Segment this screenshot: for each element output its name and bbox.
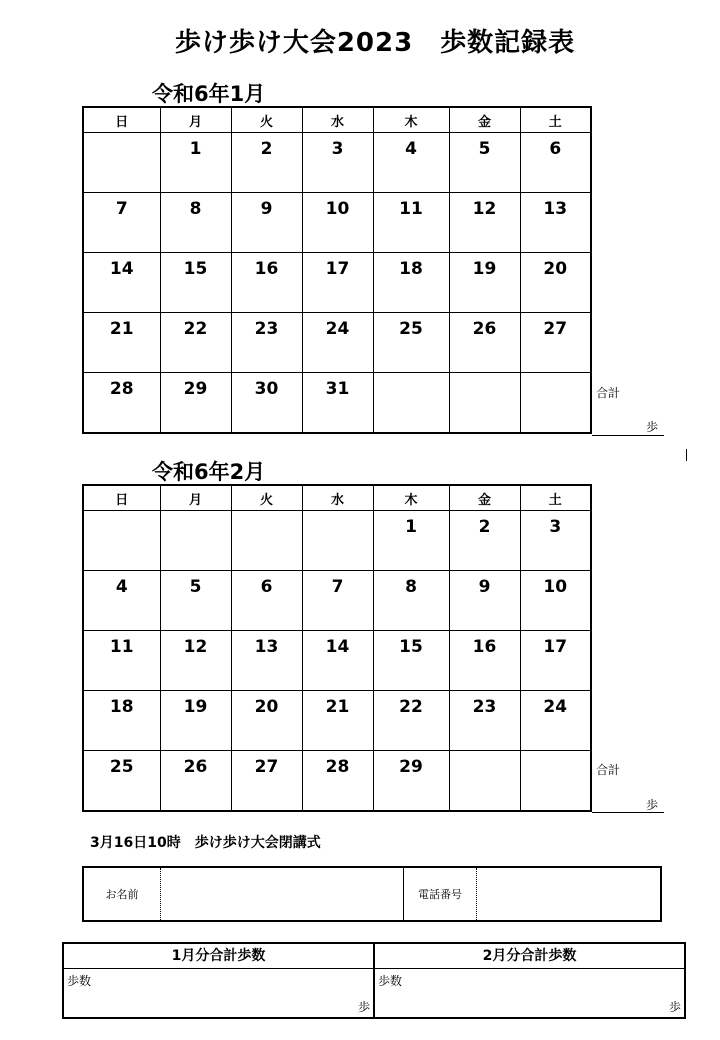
day-cell[interactable] — [231, 631, 302, 691]
day-number — [161, 511, 231, 517]
day-cell[interactable] — [520, 631, 591, 691]
day-number: 14 — [325, 637, 350, 657]
day-cell[interactable] — [160, 631, 231, 691]
day-number: 16 — [472, 637, 497, 657]
weekday-header: 月 — [160, 107, 231, 133]
weekday-header: 日 — [83, 485, 160, 511]
day-cell[interactable] — [373, 373, 449, 434]
day-cell[interactable] — [373, 313, 449, 373]
day-number: 3 — [549, 517, 562, 537]
day-number: 27 — [254, 757, 279, 777]
february-total-label: 合計 — [596, 763, 621, 777]
week-row — [83, 133, 591, 193]
day-cell[interactable] — [302, 511, 373, 571]
weekday-header: 土 — [520, 107, 591, 133]
month-title-february: 令和6年2月 — [152, 460, 266, 484]
day-number: 28 — [109, 379, 134, 399]
day-number: 1 — [405, 517, 417, 537]
day-number: 5 — [189, 577, 202, 597]
name-field[interactable] — [160, 868, 403, 920]
day-number: 11 — [399, 199, 423, 219]
day-number: 29 — [183, 379, 208, 399]
day-number: 19 — [183, 697, 208, 717]
day-cell[interactable] — [83, 571, 160, 631]
day-cell[interactable] — [160, 751, 231, 812]
day-number: 7 — [331, 577, 344, 597]
february-total-unit: 歩 — [646, 798, 659, 812]
weekday-header: 日 — [83, 107, 160, 133]
day-cell[interactable] — [373, 133, 449, 193]
day-cell[interactable] — [160, 313, 231, 373]
page-title: 歩け歩け大会2023 歩数記録表 — [174, 28, 576, 58]
day-number: 24 — [543, 697, 568, 717]
day-number: 28 — [325, 757, 350, 777]
day-cell[interactable] — [520, 313, 591, 373]
day-number: 23 — [254, 319, 279, 339]
day-cell[interactable] — [449, 631, 520, 691]
day-cell[interactable] — [83, 691, 160, 751]
january-summary-header: 1月分合計歩数 — [64, 944, 373, 969]
week-row — [83, 691, 591, 751]
month-title-january: 令和6年1月 — [152, 82, 266, 106]
day-cell[interactable] — [373, 571, 449, 631]
february-summary — [373, 944, 684, 1017]
january-total-label: 合計 — [596, 386, 621, 400]
phone-label: 電話番号 — [403, 868, 476, 920]
january-total-unit: 歩 — [646, 420, 659, 434]
day-cell[interactable] — [520, 571, 591, 631]
day-number: 10 — [543, 577, 568, 597]
day-number: 14 — [109, 259, 134, 279]
week-row — [83, 571, 591, 631]
day-cell[interactable] — [160, 691, 231, 751]
day-number: 4 — [115, 577, 128, 597]
day-cell[interactable] — [373, 751, 449, 812]
day-number: 19 — [472, 259, 497, 279]
day-cell[interactable] — [449, 133, 520, 193]
day-cell[interactable] — [302, 571, 373, 631]
day-number: 21 — [325, 697, 350, 717]
day-cell[interactable] — [520, 373, 591, 434]
participant-info-box — [82, 866, 662, 922]
day-cell[interactable] — [160, 133, 231, 193]
day-cell[interactable] — [520, 511, 591, 571]
day-number: 27 — [543, 319, 568, 339]
day-number: 11 — [109, 637, 134, 657]
day-number: 8 — [405, 577, 417, 597]
day-number: 18 — [399, 259, 423, 279]
day-number: 13 — [254, 637, 279, 657]
weekday-header: 土 — [520, 485, 591, 511]
day-cell[interactable] — [520, 751, 591, 812]
day-cell[interactable] — [520, 133, 591, 193]
day-number: 30 — [254, 379, 279, 399]
day-number — [303, 511, 373, 517]
day-number: 12 — [472, 199, 497, 219]
day-cell[interactable] — [302, 691, 373, 751]
week-row — [83, 511, 591, 571]
day-cell[interactable] — [373, 631, 449, 691]
day-cell[interactable] — [449, 313, 520, 373]
day-cell[interactable] — [373, 193, 449, 253]
day-cell[interactable] — [449, 751, 520, 812]
calendar-february — [82, 484, 592, 812]
day-number: 2 — [260, 139, 273, 159]
week-row — [83, 253, 591, 313]
day-number: 13 — [543, 199, 568, 219]
day-cell[interactable] — [373, 691, 449, 751]
day-cell[interactable] — [449, 511, 520, 571]
day-number: 9 — [478, 577, 491, 597]
day-number: 6 — [549, 139, 562, 159]
week-row — [83, 193, 591, 253]
day-cell[interactable] — [302, 751, 373, 812]
weekday-header: 月 — [160, 485, 231, 511]
february-summary-header: 2月分合計歩数 — [375, 944, 684, 969]
day-cell[interactable] — [231, 373, 302, 434]
weekday-header-row — [83, 485, 591, 511]
monthly-summary-box — [62, 942, 686, 1019]
day-number: 6 — [260, 577, 273, 597]
name-label: お名前 — [105, 888, 139, 901]
week-row — [83, 631, 591, 691]
weekday-header: 火 — [231, 107, 302, 133]
day-cell[interactable] — [83, 631, 160, 691]
day-cell[interactable] — [83, 253, 160, 313]
february-steps-label: 歩数 — [378, 974, 403, 988]
day-number: 26 — [183, 757, 208, 777]
day-number: 25 — [399, 319, 423, 339]
january-total-underline — [592, 435, 664, 436]
day-cell[interactable] — [160, 373, 231, 434]
day-number — [84, 511, 160, 517]
day-number: 22 — [183, 319, 208, 339]
day-cell[interactable] — [449, 373, 520, 434]
january-steps-label: 歩数 — [67, 974, 92, 988]
february-steps-unit: 歩 — [668, 1000, 681, 1014]
day-number: 26 — [472, 319, 497, 339]
day-cell[interactable] — [231, 751, 302, 812]
day-number: 22 — [399, 697, 423, 717]
weekday-header: 火 — [231, 485, 302, 511]
day-cell[interactable] — [83, 193, 160, 253]
day-cell[interactable] — [83, 751, 160, 812]
february-total-underline — [592, 812, 664, 813]
day-cell[interactable] — [160, 193, 231, 253]
day-number — [521, 373, 591, 379]
day-cell[interactable] — [231, 313, 302, 373]
day-cell[interactable] — [302, 313, 373, 373]
day-cell[interactable] — [373, 253, 449, 313]
day-number: 15 — [183, 259, 208, 279]
day-cell[interactable] — [449, 571, 520, 631]
day-cell[interactable] — [302, 253, 373, 313]
week-row — [83, 373, 591, 434]
day-number: 8 — [189, 199, 202, 219]
weekday-header: 水 — [302, 107, 373, 133]
day-number: 29 — [399, 757, 423, 777]
weekday-header: 金 — [449, 485, 520, 511]
day-cell[interactable] — [449, 253, 520, 313]
day-cell[interactable] — [83, 133, 160, 193]
week-row — [83, 751, 591, 812]
day-number — [450, 751, 520, 757]
january-summary — [64, 944, 373, 1017]
day-number: 12 — [183, 637, 208, 657]
weekday-header: 水 — [302, 485, 373, 511]
day-cell[interactable] — [520, 691, 591, 751]
day-number — [374, 373, 449, 379]
day-number: 24 — [325, 319, 350, 339]
day-cell[interactable] — [302, 133, 373, 193]
day-cell[interactable] — [302, 373, 373, 434]
day-number: 10 — [325, 199, 350, 219]
day-number: 4 — [405, 139, 417, 159]
weekday-header: 木 — [373, 485, 449, 511]
day-number: 5 — [478, 139, 491, 159]
day-number — [450, 373, 520, 379]
day-number: 17 — [543, 637, 568, 657]
day-cell[interactable] — [83, 313, 160, 373]
day-cell[interactable] — [231, 511, 302, 571]
text-cursor-mark — [686, 449, 687, 461]
january-steps-unit: 歩 — [357, 1000, 370, 1014]
day-number: 25 — [109, 757, 134, 777]
day-cell[interactable] — [231, 133, 302, 193]
day-number: 2 — [478, 517, 491, 537]
day-number: 7 — [115, 199, 128, 219]
day-number: 17 — [325, 259, 350, 279]
day-number: 21 — [109, 319, 134, 339]
day-cell[interactable] — [302, 193, 373, 253]
day-number: 18 — [109, 697, 134, 717]
phone-field[interactable] — [476, 868, 660, 920]
event-note: 3月16日10時 歩け歩け大会閉講式 — [90, 835, 321, 851]
day-number: 16 — [254, 259, 279, 279]
week-row — [83, 313, 591, 373]
day-cell[interactable] — [231, 691, 302, 751]
calendar-january — [82, 106, 592, 434]
day-number: 3 — [331, 139, 344, 159]
day-number: 20 — [543, 259, 568, 279]
day-cell[interactable] — [160, 511, 231, 571]
day-cell[interactable] — [231, 571, 302, 631]
day-number — [521, 751, 591, 757]
day-number: 15 — [399, 637, 423, 657]
weekday-header: 金 — [449, 107, 520, 133]
day-cell[interactable] — [83, 511, 160, 571]
day-number: 31 — [325, 379, 350, 399]
day-cell[interactable] — [449, 691, 520, 751]
day-cell[interactable] — [160, 253, 231, 313]
day-cell[interactable] — [83, 373, 160, 434]
day-cell[interactable] — [160, 571, 231, 631]
day-number — [84, 133, 160, 139]
day-cell[interactable] — [520, 193, 591, 253]
day-cell[interactable] — [231, 253, 302, 313]
day-number: 9 — [260, 199, 273, 219]
day-number: 23 — [472, 697, 497, 717]
day-cell[interactable] — [231, 193, 302, 253]
day-number: 20 — [254, 697, 279, 717]
weekday-header: 木 — [373, 107, 449, 133]
day-cell[interactable] — [520, 253, 591, 313]
day-number — [232, 511, 302, 517]
day-cell[interactable] — [373, 511, 449, 571]
day-cell[interactable] — [302, 631, 373, 691]
day-cell[interactable] — [449, 193, 520, 253]
weekday-header-row — [83, 107, 591, 133]
day-number: 1 — [189, 139, 202, 159]
